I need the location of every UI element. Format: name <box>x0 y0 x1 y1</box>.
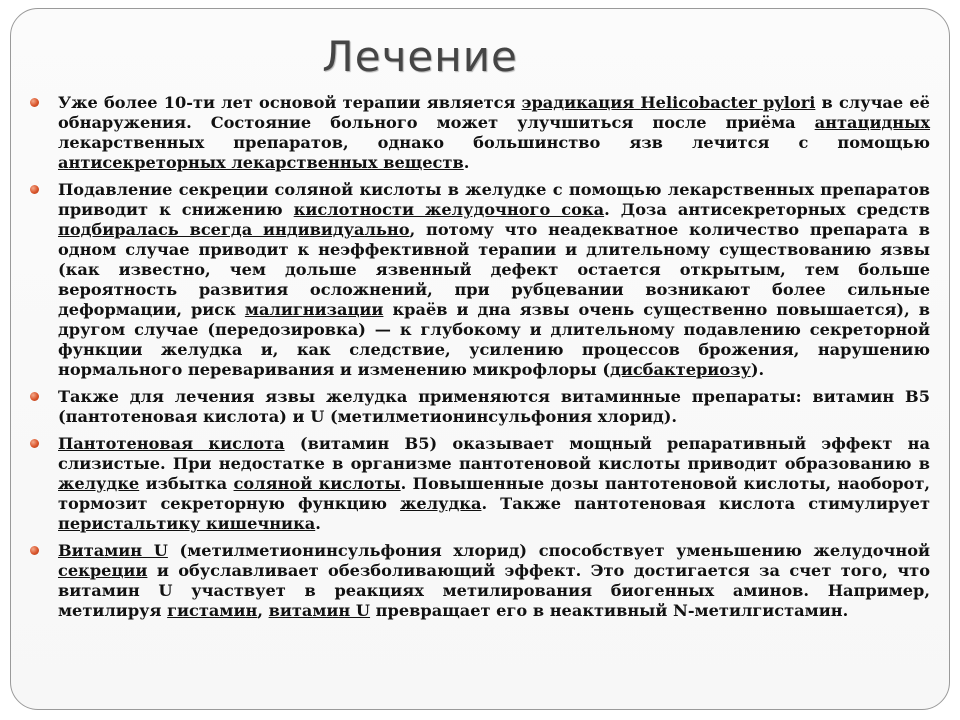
bullet-item <box>30 93 930 173</box>
bullet-text <box>58 93 930 172</box>
text-run: избытка <box>139 474 234 493</box>
text-run: Также для лечения язвы желудка применяются витаминные препараты: витамин B5 (пантотеновая кислота) и U (метилметионинсульфония хлорид). <box>58 387 930 426</box>
text-run: . <box>315 514 321 533</box>
text-run: превращает его в неактивный N-метилгистамин. <box>370 601 849 620</box>
hyperlink[interactable]: соляной кислоты <box>233 474 401 493</box>
bullet-item <box>30 180 930 380</box>
text-run: Подавление секреции соляной кислоты в желудке с помощью лекарственных препаратов приводит к снижению <box>58 180 930 219</box>
bullet-icon <box>30 98 39 107</box>
slide-title: Лечение <box>322 32 518 81</box>
bullet-icon <box>30 546 39 555</box>
text-run: , потому что неадекватное количество препарата в одном случае приводит к неэффективной терапии и длительному существованию язвы (как известно, чем дольше язвенный дефект остается открытым, тем больше вероятность развития осложнений, при рубцевании возникают более сильные деформации, риск <box>58 220 930 319</box>
bullet-item <box>30 434 930 534</box>
text-run: лекарственных препаратов, однако большинство язв лечится с помощью <box>58 133 930 152</box>
bullet-text <box>58 387 930 426</box>
text-run: . <box>463 153 470 172</box>
hyperlink[interactable]: желудке <box>58 474 140 493</box>
hyperlink[interactable]: антацидных <box>814 113 930 132</box>
text-run: и обуславливает обезболивающий эффект. Это достигается за счет того, что витамин U участвует в реакциях метилирования биогенных аминов. Например, метилируя <box>58 561 930 620</box>
hyperlink[interactable]: кислотности желудочного сока <box>293 200 605 219</box>
hyperlink[interactable]: Витамин U <box>58 541 168 560</box>
text-run: в случае её обнаружения. Состояние больного может улучшиться после приёма <box>58 93 930 132</box>
text-run: Уже более 10-ти лет основой терапии является <box>58 93 522 112</box>
bullet-text <box>58 434 930 533</box>
hyperlink[interactable]: дисбактериозу <box>610 360 751 379</box>
hyperlink[interactable]: малигнизации <box>244 300 384 319</box>
bullet-icon <box>30 392 39 401</box>
hyperlink[interactable]: витамин U <box>268 601 371 620</box>
text-run: (витамин B5) оказывает мощный репаративный эффект на слизистые. При недостатке в организме пантотеновой кислоты приводит образованию в <box>58 434 930 473</box>
hyperlink[interactable]: перистальтику кишечника <box>58 514 316 533</box>
hyperlink[interactable]: секреции <box>58 561 148 580</box>
hyperlink[interactable]: антисекреторных лекарственных веществ <box>58 153 464 172</box>
text-run: . Повышенные дозы пантотеновой кислоты, наоборот, тормозит секреторную функцию <box>58 474 931 513</box>
bullet-item <box>30 541 930 621</box>
text-run: . Доза антисекреторных средств <box>604 200 930 219</box>
bullet-item <box>30 387 930 427</box>
hyperlink[interactable]: Пантотеновая кислота <box>58 434 285 453</box>
bullet-icon <box>30 439 39 448</box>
text-run: , <box>257 601 269 620</box>
text-run: (метилметионинсульфония хлорид) способствует уменьшению желудочной <box>167 541 930 560</box>
text-run: ). <box>750 360 765 379</box>
hyperlink[interactable]: эрадикация Helicobacter pylori <box>521 93 816 112</box>
text-run: . Также пантотеновая кислота стимулирует <box>481 494 930 513</box>
hyperlink[interactable]: гистамин <box>167 601 258 620</box>
bullet-text <box>58 541 930 620</box>
bullet-list <box>30 93 930 628</box>
hyperlink[interactable]: желудка <box>400 494 482 513</box>
hyperlink[interactable]: подбиралась всегда индивидуально <box>58 220 410 239</box>
bullet-text <box>58 180 930 379</box>
text-run: краёв и дна язвы очень существенно повышается), в другом случае (передозировка) — к глубокому и длительному подавлению секреторной функции желудка и, как следствие, усилению процессов брожения, нарушению нормального переваривания и изменению микрофлоры ( <box>58 300 930 379</box>
bullet-icon <box>30 185 39 194</box>
